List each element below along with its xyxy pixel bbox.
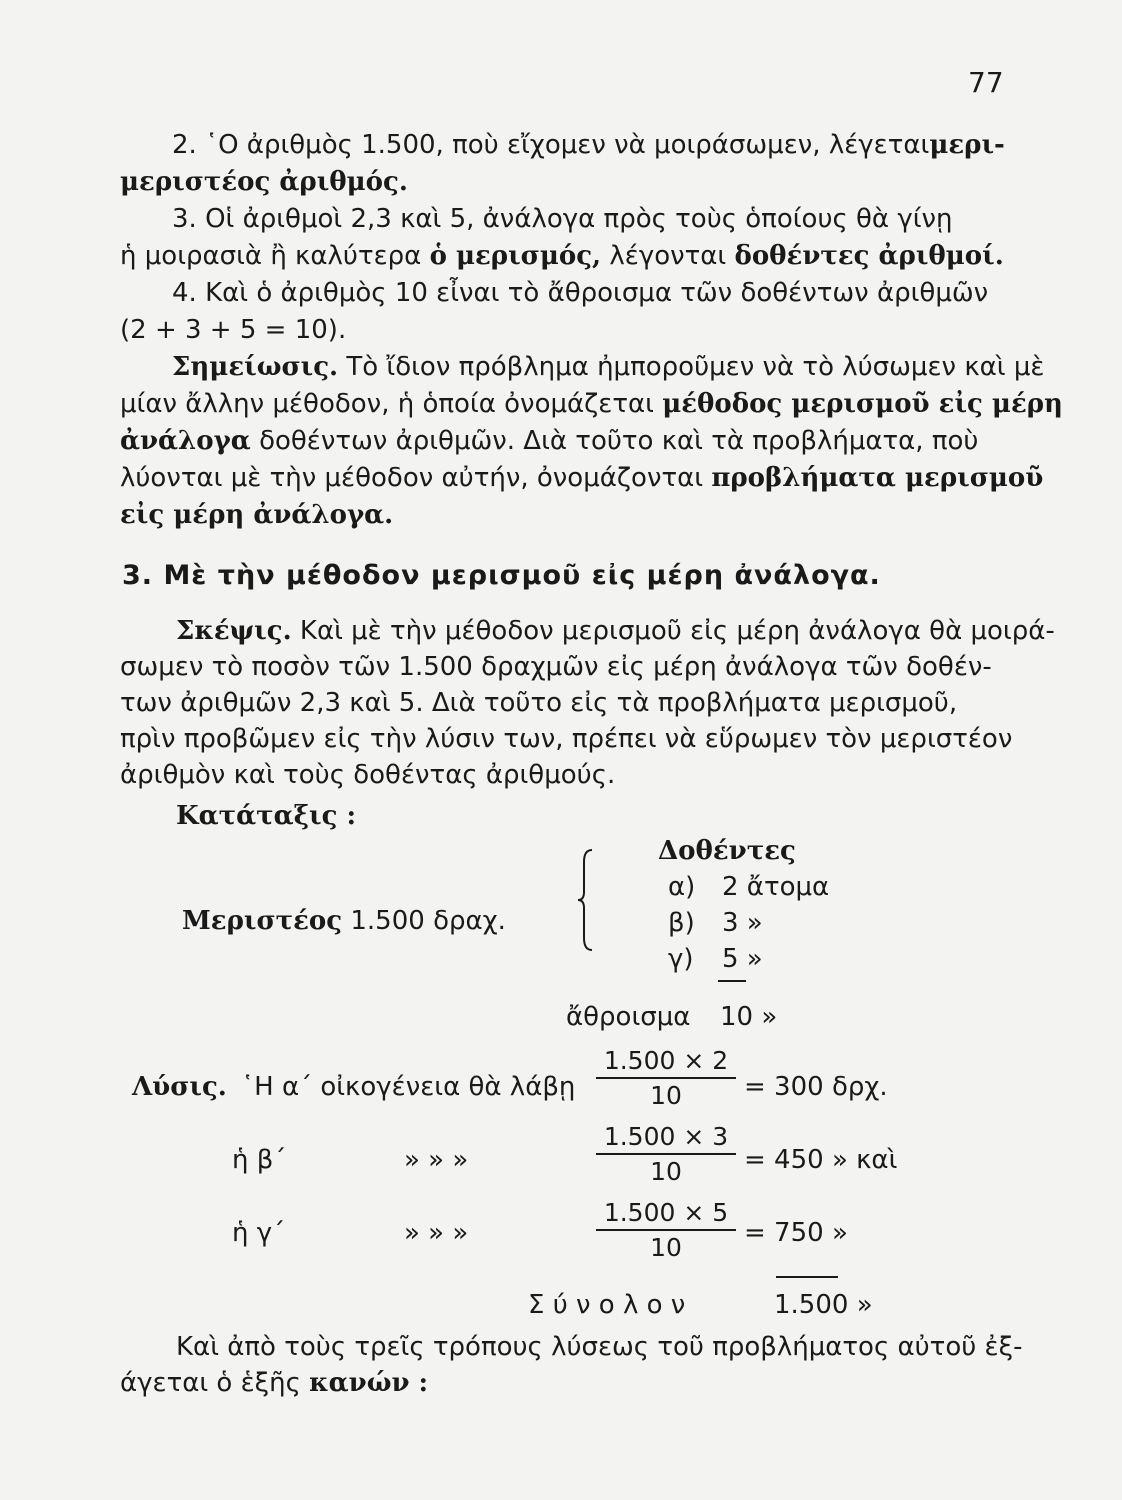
item-2-line-2: μεριστέος ἀριθμός.: [120, 167, 408, 197]
thought-label: Σκέψις.: [176, 616, 292, 646]
total-label: Σ ύ ν ο λ ο ν: [528, 1290, 686, 1320]
result-2: = 450 » καὶ: [744, 1145, 898, 1175]
arrangement-label: Κατάταξις :: [176, 801, 357, 831]
closing-line-1: Καὶ ἀπὸ τοὺς τρεῖς τρόπους λύσεως τοῦ προβλήματος αὐτοῦ ἐξ-: [176, 1332, 1023, 1362]
solution-label: Λύσις.: [132, 1072, 227, 1102]
fraction-1: $\frac{1.500 \times 2}{10}$: [596, 1046, 736, 1110]
item-4-line-2: (2 + 3 + 5 = 10).: [120, 315, 347, 345]
sum-label: ἄθροισμα: [566, 1002, 691, 1032]
brace-icon: [576, 848, 596, 952]
note-line-3: ἀνάλογα δοθέντων ἀριθμῶν. Διὰ τοῦτο καὶ τὰ προβλήματα, ποὺ: [120, 426, 979, 456]
total-value: 1.500 »: [774, 1290, 873, 1320]
given-header: Δοθέντες: [658, 836, 796, 866]
total-rule: [776, 1276, 838, 1278]
page-number: 77: [968, 66, 1004, 99]
thought-line-5: ἀριθμὸν καὶ τοὺς δοθέντας ἀριθμούς.: [120, 760, 616, 790]
thought-line-1: Σκέψις. Καὶ μὲ τὴν μέθοδον μερισμοῦ εἰς μέρη ἀνάλογα θὰ μοιρά-: [176, 616, 1055, 646]
item-2-line-1: [172, 130, 1005, 160]
dividend: [182, 906, 506, 936]
sum-rule: [718, 980, 746, 982]
closing-line-2: άγεται ὁ ἑξῆς κανών :: [120, 1368, 429, 1398]
solution-row-2-label: ἡ β΄: [232, 1145, 287, 1175]
note-label: Σημείωσις.: [172, 352, 339, 382]
ditto-2: » » »: [404, 1145, 469, 1175]
item-2-bold: μερι-: [929, 130, 1005, 160]
given-row-3: γ) 5 »: [668, 944, 763, 974]
solution-row-1: Λύσις. ῾Η α΄ οἰκογένεια θὰ λάβῃ: [132, 1072, 576, 1102]
given-row-2: β) 3 »: [668, 908, 763, 938]
fraction-3: $\frac{1.500 \times 5}{10}$: [596, 1198, 736, 1262]
result-1: = 300 δρχ.: [744, 1072, 888, 1102]
note-line-1: Σημείωσις. Τὸ ἴδιον πρόβλημα ἠμποροῦμεν νὰ τὸ λύσωμεν καὶ μὲ: [172, 352, 1045, 382]
item-3-line-2: ἡ μοιρασιὰ ἢ καλύτερα ὁ μερισμός, λέγονται δοθέντες ἀριθμοί.: [120, 241, 1004, 271]
item-4-line-1: 4. Καὶ ὁ ἀριθμὸς 10 εἶναι τὸ ἄθροισμα τῶν δοθέντων ἀριθμῶν: [172, 278, 989, 308]
fraction-2: $\frac{1.500 \times 3}{10}$: [596, 1122, 736, 1186]
note-line-4: λύονται μὲ τὴν μέθοδον αὐτήν, ὀνομάζονται προβλήματα μερισμοῦ: [120, 463, 1044, 493]
thought-line-3: των ἀριθμῶν 2,3 καὶ 5. Διὰ τοῦτο εἰς τὰ προβλήματα μερισμοῦ,: [120, 688, 958, 718]
ditto-3: » » »: [404, 1218, 469, 1248]
dividend-value: 1.500 δραχ.: [350, 906, 506, 936]
item-2-text: 2. ῾Ο ἀριθμὸς 1.500, ποὺ εἴχομεν νὰ μοιράσωμεν, λέγεται: [172, 130, 930, 160]
item-3-line-1: 3. Οἱ ἀριθμοὶ 2,3 καὶ 5, ἀνάλογα πρὸς τοὺς ὁποίους θὰ γίνῃ: [172, 204, 953, 234]
note-line-2: μίαν ἄλλην μέθοδον, ἡ ὁποία ὀνομάζεται μέθοδος μερισμοῦ εἰς μέρη: [120, 389, 1063, 419]
given-row-1: α) 2 ἄτομα: [668, 872, 830, 902]
section-heading: 3. Μὲ τὴν μέθοδον μερισμοῦ εἰς μέρη ἀνάλογα.: [122, 560, 881, 591]
sum-value: 10 »: [720, 1002, 778, 1032]
thought-line-4: πρὶν προβῶμεν εἰς τὴν λύσιν των, πρέπει νὰ εὕρωμεν τὸν μεριστέον: [120, 724, 1013, 754]
solution-row-3-label: ἡ γ΄: [232, 1218, 286, 1248]
dividend-label: Μεριστέος: [182, 906, 343, 936]
result-3: = 750 »: [744, 1218, 848, 1248]
thought-line-2: σωμεν τὸ ποσὸν τῶν 1.500 δραχμῶν εἰς μέρη ἀνάλογα τῶν δοθέν-: [120, 652, 992, 682]
note-line-5: εἰς μέρη ἀνάλογα.: [120, 500, 394, 530]
